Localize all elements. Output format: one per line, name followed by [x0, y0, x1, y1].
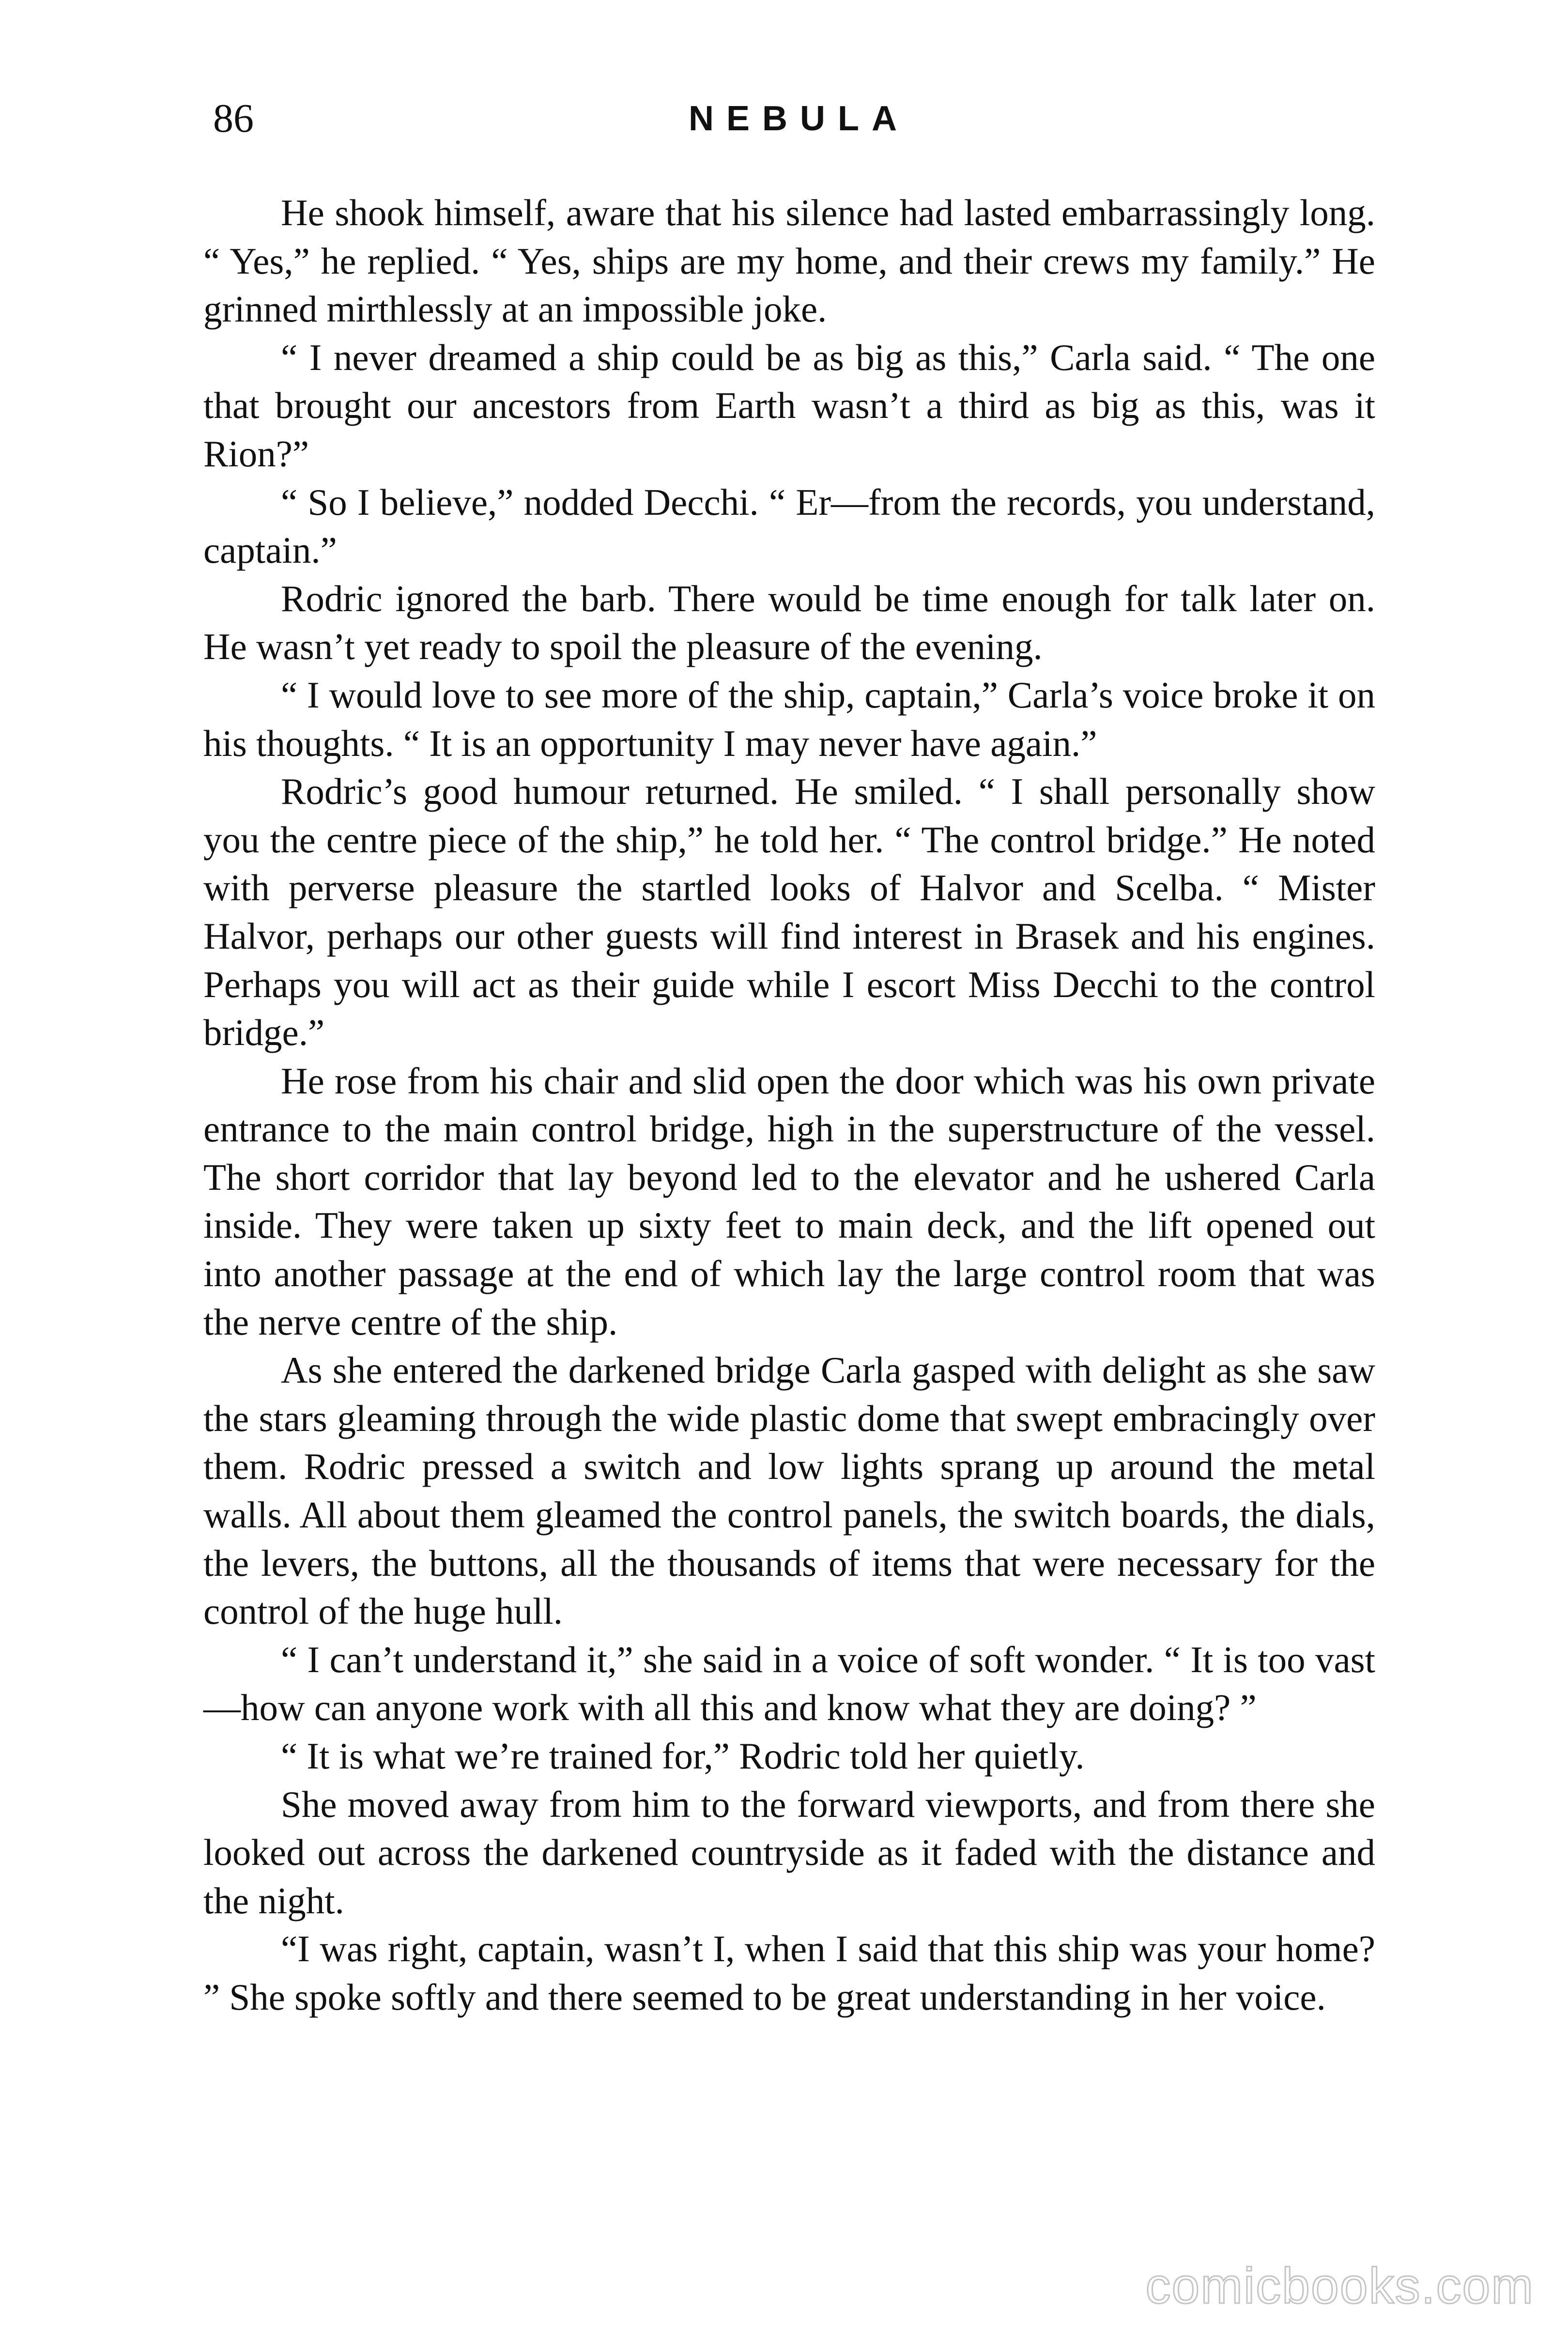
page-header	[213, 92, 1385, 150]
paragraph: He rose from his chair and slid open the door which was his own private entrance to the main control bridge, high in the superstructure of the vessel. The short corridor that lay beyond led to the elevator and he ushered Carla inside. They were taken up sixty feet to main deck, and the lift opened out into another passage at the end of which lay the large control room that was the nerve centre of the ship.	[203, 1060, 1375, 1343]
paragraph: Rodric’s good humour returned. He smiled. “ I shall personally show you the centre piece of the ship,” he told her. “ The control bridge.” He noted with perverse pleasure the startled looks of Halvor and Scelba. “ Mister Halvor, perhaps our other guests will find interest in Brasek and his engines. Perhaps you will act as their guide while I escort Miss Decchi to the control bridge.”	[203, 770, 1375, 1054]
page-number: 86	[213, 96, 254, 141]
paragraph: “ It is what we’re trained for,” Rodric told her quietly.	[281, 1735, 1085, 1777]
paragraph: As she entered the darkened bridge Carla gasped with delight as she saw the stars gleaming through the wide plastic dome that swept embracingly over them. Rodric pressed a switch and low lights sprang up around the metal walls. All about them gleamed the control panels, the switch boards, the dials, the levers, the buttons, all the thousands of items that were necessary for the control of the huge hull.	[203, 1349, 1375, 1632]
body-text	[203, 189, 1375, 2022]
paragraph: “ I never dreamed a ship could be as big as this,” Carla said. “ The one that brought our ancestors from Earth wasn’t a third as big as this, was it Rion?”	[203, 336, 1375, 475]
paragraph: He shook himself, aware that his silence had lasted embarrassingly long. “ Yes,” he replied. “ Yes, ships are my home, and their crews my family.” He grinned mirthlessly at an impossible joke.	[203, 192, 1375, 330]
paragraph: “I was right, captain, wasn’t I, when I said that this ship was your home? ” She spoke softly and there seemed to be great understanding in her voice.	[203, 1928, 1375, 2018]
paragraph: She moved away from him to the forward viewports, and from there she looked out across the darkened countryside as it faded with the distance and the night.	[203, 1783, 1375, 1922]
paragraph: “ So I believe,” nodded Decchi. “ Er—from the records, you understand, captain.”	[203, 481, 1375, 571]
watermark-text: comicbooks.com	[1145, 2258, 1534, 2314]
running-title: NEBULA	[689, 99, 909, 138]
paragraph: “ I would love to see more of the ship, captain,” Carla’s voice broke it on his thoughts. “ It is an opportunity I may never have again.”	[203, 674, 1375, 764]
paragraph: Rodric ignored the barb. There would be time enough for talk later on. He wasn’t yet ready to spoil the pleasure of the evening.	[203, 577, 1375, 668]
paragraph: “ I can’t understand it,” she said in a voice of soft wonder. “ It is too vast—how can anyone work with all this and know what they are doing? ”	[203, 1638, 1375, 1729]
